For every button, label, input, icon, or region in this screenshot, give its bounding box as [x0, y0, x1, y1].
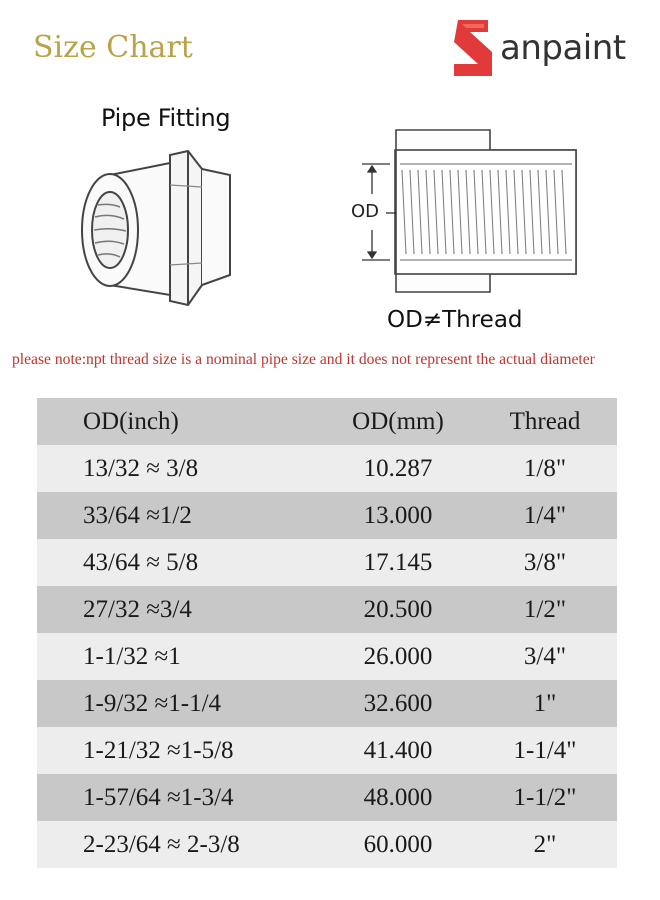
cell-thread: 1-1/4" [483, 727, 617, 774]
cell-thread: 1/4" [483, 492, 617, 539]
brand-name: anpaint [500, 28, 626, 68]
page-title: Size Chart [33, 30, 193, 65]
cell-thread: 1/2" [483, 586, 617, 633]
table-row [37, 492, 617, 539]
table-row [37, 586, 617, 633]
cell-thread: 3/4" [483, 633, 617, 680]
header-od-inch: OD(inch) [37, 398, 313, 445]
pipe-fitting-illustration [70, 145, 250, 310]
table-header-row [37, 398, 617, 445]
cell-od-mm: 48.000 [313, 774, 483, 821]
od-not-thread-caption: OD≠Thread [387, 307, 523, 333]
table-row [37, 727, 617, 774]
cell-thread: 1" [483, 680, 617, 727]
brand-s-mark-icon [444, 14, 504, 84]
cell-od-inch: 33/64 ≈1/2 [37, 492, 313, 539]
cell-od-mm: 26.000 [313, 633, 483, 680]
table-row [37, 539, 617, 586]
header-od-mm: OD(mm) [313, 398, 483, 445]
table-row [37, 680, 617, 727]
cell-thread: 3/8" [483, 539, 617, 586]
cell-od-inch: 1-21/32 ≈1-5/8 [37, 727, 313, 774]
cell-od-inch: 13/32 ≈ 3/8 [37, 445, 313, 492]
cell-od-inch: 1-57/64 ≈1-3/4 [37, 774, 313, 821]
cell-od-inch: 27/32 ≈3/4 [37, 586, 313, 633]
cell-thread: 2" [483, 821, 617, 868]
cell-od-mm: 20.500 [313, 586, 483, 633]
table-row [37, 821, 617, 868]
header-thread: Thread [483, 398, 617, 445]
cell-od-mm: 13.000 [313, 492, 483, 539]
table-row [37, 445, 617, 492]
cell-od-inch: 1-9/32 ≈1-1/4 [37, 680, 313, 727]
cell-od-inch: 43/64 ≈ 5/8 [37, 539, 313, 586]
od-dimension-label: OD [351, 201, 380, 222]
table-row [37, 633, 617, 680]
cell-od-mm: 32.600 [313, 680, 483, 727]
cell-od-mm: 17.145 [313, 539, 483, 586]
size-table [37, 398, 617, 868]
size-note: please note:npt thread size is a nominal pipe size and it does not represent the actual diameter [12, 351, 595, 368]
table-row [37, 774, 617, 821]
cell-od-mm: 41.400 [313, 727, 483, 774]
brand-logo [444, 14, 654, 84]
cell-od-inch: 1-1/32 ≈1 [37, 633, 313, 680]
cell-od-mm: 10.287 [313, 445, 483, 492]
fitting-title: Pipe Fitting [101, 104, 231, 132]
cell-thread: 1-1/2" [483, 774, 617, 821]
cell-od-inch: 2-23/64 ≈ 2-3/8 [37, 821, 313, 868]
cell-thread: 1/8" [483, 445, 617, 492]
cell-od-mm: 60.000 [313, 821, 483, 868]
